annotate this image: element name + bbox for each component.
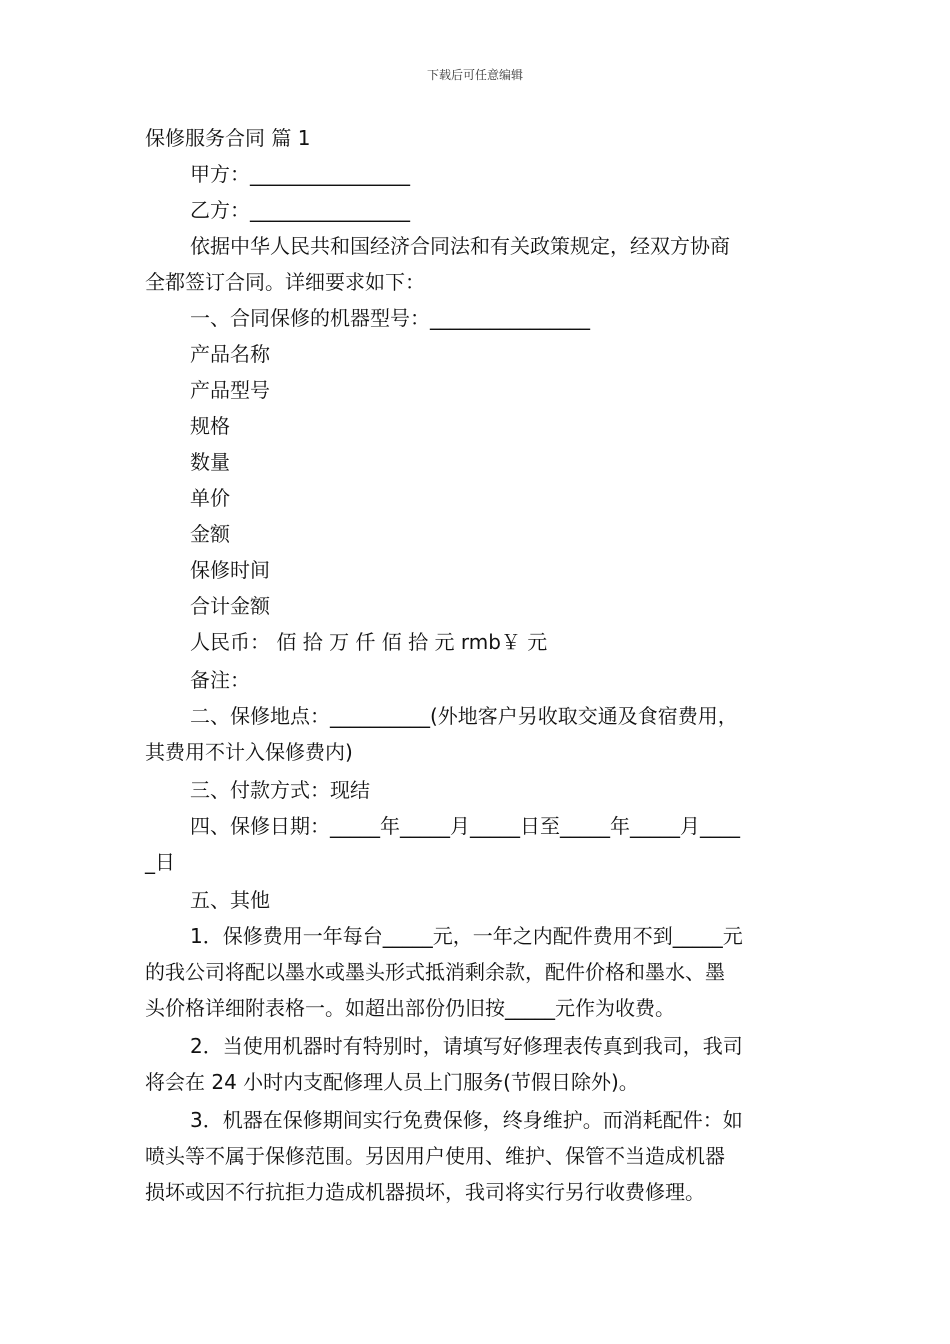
clause-3-line-2: 喷头等不属于保修范围。另因用户使用、维护、保管不当造成机器 (145, 1144, 725, 1168)
field-quantity: 数量 (190, 450, 230, 474)
document-title: 保修服务合同 篇 1 (145, 126, 311, 150)
field-product-model: 产品型号 (190, 378, 270, 402)
section-3-payment: 三、付款方式：现结 (190, 778, 370, 802)
field-spec: 规格 (190, 414, 230, 438)
field-warranty-time: 保修时间 (190, 558, 270, 582)
clause-3-line-3: 损坏或因不行抗拒力造成机器损坏，我司将实行另行收费修理。 (145, 1180, 705, 1204)
rmb-amount-line: 人民币： 佰 拾 万 仟 佰 拾 元 rmb￥ 元 (190, 630, 548, 654)
page-header: 下载后可任意编辑 (426, 68, 523, 82)
clause-3-line-1: 3．机器在保修期间实行免费保修，终身维护。而消耗配件：如 (190, 1108, 743, 1132)
remark-line: 备注： (190, 668, 250, 692)
section-2-line-1: 二、保修地点：__________(外地客户另收取交通及食宿费用， (190, 704, 738, 728)
contract-body (145, 120, 810, 1210)
party-b-line: 乙方：________________ (190, 198, 410, 222)
field-amount: 金额 (190, 522, 230, 546)
clause-2-line-2: 将会在 24 小时内支配修理人员上门服务(节假日除外)。 (145, 1070, 639, 1094)
section-2-line-2: 其费用不计入保修费内) (145, 740, 353, 764)
clause-1-line-3: 头价格详细附表格一。如超出部份仍旧按_____元作为收费。 (145, 996, 675, 1020)
field-total-amount: 合计金额 (190, 594, 270, 618)
party-a-line: 甲方：________________ (190, 162, 410, 186)
section-4-line-2: _日 (145, 850, 175, 874)
intro-paragraph-line-1: 依据中华人民共和国经济合同法和有关政策规定，经双方协商 (190, 234, 730, 258)
clause-1-line-1: 1．保修费用一年每台_____元，一年之内配件费用不到_____元 (190, 924, 743, 948)
clause-2-line-1: 2．当使用机器时有特别时，请填写好修理表传真到我司，我司 (190, 1034, 743, 1058)
section-5-title: 五、其他 (190, 888, 270, 912)
field-product-name: 产品名称 (190, 342, 270, 366)
section-4-line-1: 四、保修日期：_____年_____月_____日至_____年_____月____ (190, 814, 740, 838)
field-unit-price: 单价 (190, 486, 230, 510)
section-1-title: 一、合同保修的机器型号：________________ (190, 306, 590, 330)
intro-paragraph-line-2: 全都签订合同。详细要求如下： (145, 270, 425, 294)
clause-1-line-2: 的我公司将配以墨水或墨头形式抵消剩余款，配件价格和墨水、墨 (145, 960, 725, 984)
